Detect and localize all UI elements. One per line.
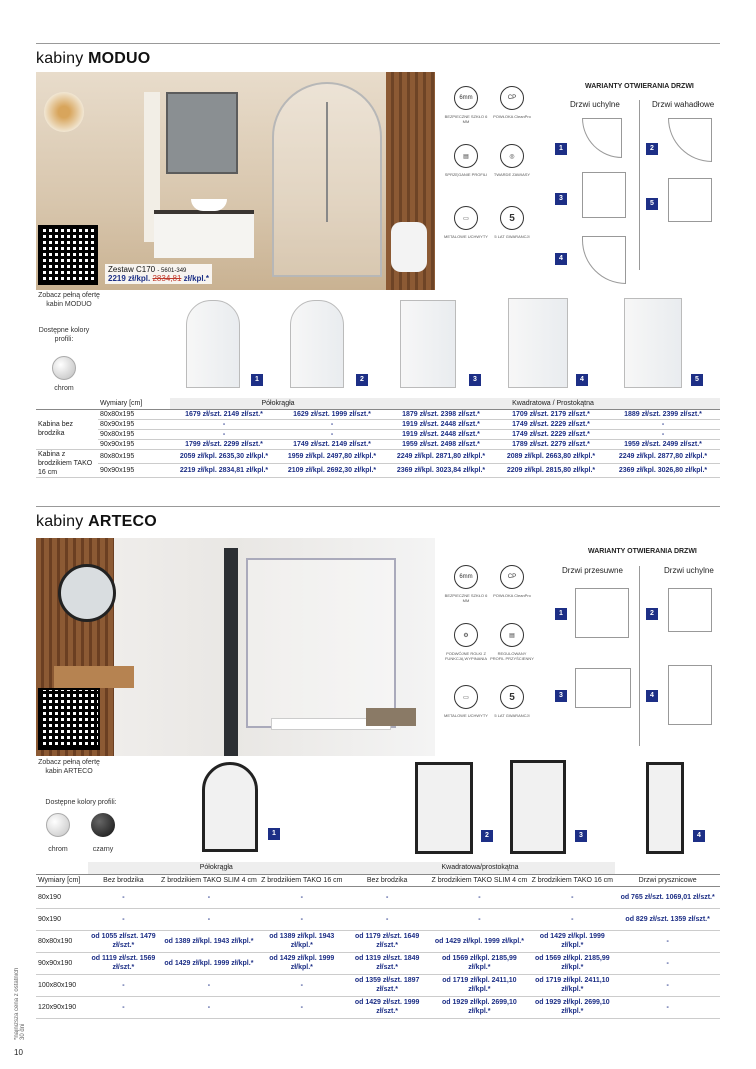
variant-diagram [668,665,712,725]
price-cell: - [606,419,720,429]
price-cell: - [259,886,345,908]
variant-diagram [575,668,631,708]
price-cell: od 1429 zł/szt. 1999 zł/szt.* [345,996,430,1018]
price-cell: - [88,974,159,996]
price-cell: - [170,429,278,439]
glass-icon: 6mm [454,565,478,589]
vanity-cabinet [154,210,254,258]
variant-divider [639,100,640,270]
row-group: Kabina z brodzikiem TAKO 16 cm [36,449,98,477]
th-col: Bez brodzika [345,874,430,886]
dim-cell: 100x80x190 [36,974,88,996]
arteco-colors-title: Dostępne kolory profili: [45,799,117,806]
moduo-offer-text: Zobacz pełną ofertę kabin MODUO [38,292,100,308]
dim-cell: 80x90x195 [98,419,170,429]
side-note: *najniższa cena z ostatnich 30 dni [14,967,26,1040]
price-cell: - [615,930,720,952]
price-cell: od 1929 zł/kpl. 2699,10 zł/kpl.* [529,996,615,1018]
feature-label: 5 LAT GWARANCJI [494,713,530,718]
price-cell: od 1389 zł/kpl. 1943 zł/kpl.* [259,930,345,952]
price-cell: 2209 zł/kpl. 2815,80 zł/kpl.* [496,463,606,477]
price-cell: od 1569 zł/kpl. 2185,99 zł/kpl.* [529,952,615,974]
price-cell: - [159,974,259,996]
price-cell: - [88,908,159,930]
chrom-label: chrom [54,385,74,392]
price-cell: - [429,886,529,908]
price-cell: od 1429 zł/kpl. 1999 zł/kpl.* [159,952,259,974]
handle-icon: ▭ [454,206,478,230]
cabin-num: 2 [356,374,368,386]
vanity [54,666,134,688]
moduo-door-b: Drzwi wahadłowe [652,100,715,109]
warranty-icon: 5 [500,685,524,709]
arteco-offer-text: Zobacz pełną ofertę kabin ARTECO [38,759,100,775]
table-row [36,419,720,429]
profile-icon: ▤ [500,623,524,647]
variant-num: 4 [646,690,658,702]
row-group: Kabina bez brodzika [36,409,98,449]
table-row [36,930,720,952]
cabin-num: 2 [481,830,493,842]
price-cell: 1889 zł/szt. 2399 zł/szt.* [606,409,720,419]
th-semi: Półokrągła [88,862,345,874]
price-cell: - [159,996,259,1018]
feature-label: BEZPIECZNE SZKŁO 6 MM [444,114,488,124]
price-cell: - [606,429,720,439]
table-row [36,908,720,930]
moduo-price-table [36,398,720,478]
price-cell: od 1429 zł/kpl. 1999 zł/kpl.* [429,930,529,952]
price-cell: od 1055 zł/szt. 1479 zł/szt.* [88,930,159,952]
toilet [391,222,427,272]
price-cell: 1799 zł/szt. 2299 zł/szt.* [170,439,278,449]
dim-cell: 80x80x195 [98,409,170,419]
cabin-image [624,298,682,388]
price-cell: 2369 zł/kpl. 3026,80 zł/kpl.* [606,463,720,477]
dim-cell: 90x90x190 [36,952,88,974]
price-cell: od 765 zł/szt. 1069,01 zł/szt.* [615,886,720,908]
cabin-num: 4 [576,374,588,386]
variant-diagram [575,588,629,638]
feature-label: PODWÓJNE ROLKI Z FUNKCJĄ WYPINANIA [444,651,487,661]
wall-decor [44,92,84,132]
table-row [36,974,720,996]
price-cell: - [159,886,259,908]
moduo-title: kabiny MODUO [36,50,151,67]
cabin-image [290,300,344,388]
th-dim: Wymiary [cm] [98,398,170,409]
th-dim: Wymiary [cm] [36,874,88,886]
price-cell: 1709 zł/szt. 2179 zł/szt.* [496,409,606,419]
cabin-num: 4 [693,830,705,842]
dim-cell: 120x90x190 [36,996,88,1018]
cleanpro-icon: CP [500,86,524,110]
variant-num: 2 [646,608,658,620]
moduo-qr-code[interactable] [38,225,98,285]
arteco-qr-code[interactable] [38,688,100,750]
price-cell: 1959 zł/szt. 2498 zł/szt.* [386,439,496,449]
cabin-num: 1 [268,828,280,840]
price-cell: - [429,908,529,930]
price-cell: - [259,908,345,930]
top-rule [36,43,720,44]
cabin-image [510,760,566,854]
price-cell: - [88,996,159,1018]
price-cell: od 1569 zł/kpl. 2185,99 zł/kpl.* [429,952,529,974]
price-cell: - [259,996,345,1018]
th-col: Drzwi prysznicowe [615,874,720,886]
th-col: Z brodzikiem TAKO 16 cm [529,874,615,886]
price-cell: od 1179 zł/szt. 1649 zł/szt.* [345,930,430,952]
price-cell: od 1719 zł/kpl. 2411,10 zł/kpl.* [429,974,529,996]
round-mirror [58,564,116,622]
cabin-image [508,298,568,388]
price-cell: - [615,996,720,1018]
table-row [36,996,720,1018]
price-cell: - [278,429,386,439]
feature-label: TWARDE ZAWIASY [493,172,531,177]
page-number: 10 [14,1048,23,1057]
variant-divider [639,566,640,746]
set-info: Zestaw C170 - 5601-349 2219 zł/kpl. 2834,81 zł/kpl.* [105,264,212,284]
variant-diagram [582,172,626,218]
arteco-variants-title: WARIANTY OTWIERANIA DRZWI [588,548,697,555]
black-swatch [91,813,115,837]
feature-label: 5 LAT GWARANCJI [494,234,530,239]
price-cell: 1679 zł/szt. 2149 zł/szt.* [170,409,278,419]
arteco-price-table [36,862,720,1019]
dim-cell: 90x90x195 [98,463,170,477]
variant-num: 1 [555,608,567,620]
glass-icon: 6mm [454,86,478,110]
moduo-door-a: Drzwi uchylne [570,100,620,109]
price-cell: od 829 zł/szt. 1359 zł/szt.* [615,908,720,930]
shower-rail [326,102,328,222]
price-cell: 1879 zł/szt. 2398 zł/szt.* [386,409,496,419]
chrom-label: chrom [48,846,68,853]
feature-label: POWŁOKA CleanPro [493,593,531,598]
price-cell: od 1119 zł/szt. 1569 zł/szt.* [88,952,159,974]
variant-num: 3 [555,690,567,702]
variant-diagram [668,118,712,162]
price-cell: 1789 zł/szt. 2279 zł/szt.* [496,439,606,449]
table-row [36,429,720,439]
cabin-num: 3 [575,830,587,842]
variant-num: 2 [646,143,658,155]
price-cell: 1919 zł/szt. 2448 zł/szt.* [386,429,496,439]
arteco-door-b: Drzwi uchylne [664,566,714,575]
price-cell: - [159,908,259,930]
cabin-image [400,300,456,388]
price-cell: 2249 zł/kpl. 2877,80 zł/kpl.* [606,449,720,463]
roller-icon: ⚙ [454,623,478,647]
shower-enclosure [246,558,396,728]
price-cell: - [615,952,720,974]
price-cell: 1629 zł/szt. 1999 zł/szt.* [278,409,386,419]
price-cell: od 1319 zł/szt. 1849 zł/szt.* [345,952,430,974]
price-cell: od 1359 zł/szt. 1897 zł/szt.* [345,974,430,996]
cabin-num: 1 [251,374,263,386]
th-col: Z brodzikiem TAKO SLIM 4 cm [159,874,259,886]
price-cell: - [615,974,720,996]
cabin-image [186,300,240,388]
table-row [36,449,720,463]
price-cell: - [529,908,615,930]
price-cell: 1959 zł/szt. 2499 zł/szt.* [606,439,720,449]
th-col: Bez brodzika [88,874,159,886]
profile-icon: ▤ [454,144,478,168]
feature-label: METALOWE UCHWYTY [444,234,488,239]
price-cell: - [88,886,159,908]
price-cell: - [529,886,615,908]
table-row [36,463,720,477]
variant-diagram [582,118,622,158]
feature-label: REGULOWANY PROFIL PRZYŚCIENNY [490,651,534,661]
hinge-icon: ◎ [500,144,524,168]
price-cell: 2219 zł/kpl. 2834,81 zł/kpl.* [170,463,278,477]
cabin-image [646,762,684,854]
price-cell: 2059 zł/kpl. 2635,30 zł/kpl.* [170,449,278,463]
arteco-title: kabiny ARTECO [36,513,157,530]
arteco-door-a: Drzwi przesuwne [562,566,623,575]
price-cell: - [345,908,430,930]
price-cell: - [345,886,430,908]
price-cell: 2369 zł/kpl. 3023,84 zł/kpl.* [386,463,496,477]
chrom-swatch [46,813,70,837]
feature-label: BEZPIECZNE SZKŁO 6 MM [444,593,488,603]
feature-label: POWŁOKA CleanPro [493,114,531,119]
dim-cell: 90x190 [36,908,88,930]
price-cell: - [278,419,386,429]
dim-cell: 90x80x195 [98,429,170,439]
variant-num: 5 [646,198,658,210]
mirror-cabinet [166,92,238,174]
price-cell: 1959 zł/kpl. 2497,80 zł/kpl.* [278,449,386,463]
cleanpro-icon: CP [500,565,524,589]
dim-cell: 80x80x195 [98,449,170,463]
price-cell: 2249 zł/kpl. 2871,80 zł/kpl.* [386,449,496,463]
cabin-image [415,762,473,854]
variant-diagram [582,236,626,284]
dark-pillar [224,548,238,756]
table-row [36,409,720,419]
moduo-colors-title: Dostępne kolory profili: [38,327,90,343]
feature-label: METALOWE UCHWYTY [444,713,488,718]
variant-num: 3 [555,193,567,205]
price-cell: od 1719 zł/kpl. 2411,10 zł/kpl.* [529,974,615,996]
price-cell: od 1429 zł/kpl. 1999 zł/kpl.* [259,952,345,974]
feature-label: SPRZĘGANIE PROFILI [444,172,488,177]
warranty-icon: 5 [500,206,524,230]
th-col: Z brodzikiem TAKO 16 cm [259,874,345,886]
moduo-variants-title: WARIANTY OTWIERANIA DRZWI [585,83,694,90]
th-col: Z brodzikiem TAKO SLIM 4 cm [429,874,529,886]
stool [366,708,416,726]
moduo-table-body [36,409,720,477]
th-square: Kwadratowa/prostokątna [345,862,616,874]
price-cell: 2089 zł/kpl. 2663,80 zł/kpl.* [496,449,606,463]
price-cell: 1749 zł/szt. 2149 zł/szt.* [278,439,386,449]
variant-num: 4 [555,253,567,265]
price-cell: 1919 zł/szt. 2448 zł/szt.* [386,419,496,429]
cabin-num: 5 [691,374,703,386]
th-semi: Półokrągła [170,398,386,409]
th-square: Kwadratowa / Prostokątna [386,398,720,409]
price-cell: 1749 zł/szt. 2229 zł/szt.* [496,419,606,429]
cabin-num: 3 [469,374,481,386]
black-label: czarny [92,846,114,853]
table-row [36,439,720,449]
variant-diagram [668,178,712,222]
price-cell: od 1389 zł/kpl. 1943 zł/kpl.* [159,930,259,952]
cabin-image [202,762,258,852]
table-row [36,952,720,974]
variant-diagram [668,588,712,632]
price-cell: - [259,974,345,996]
price-cell: od 1929 zł/kpl. 2699,10 zł/kpl.* [429,996,529,1018]
dim-cell: 90x90x195 [98,439,170,449]
section-rule [36,506,720,507]
chrom-swatch [52,356,76,380]
dim-cell: 80x190 [36,886,88,908]
table-row [36,886,720,908]
price-cell: 2109 zł/kpl. 2692,30 zł/kpl.* [278,463,386,477]
arteco-table-body [36,886,720,1018]
price-cell: 1749 zł/szt. 2229 zł/szt.* [496,429,606,439]
price-cell: od 1429 zł/kpl. 1999 zł/kpl.* [529,930,615,952]
handle-icon: ▭ [454,685,478,709]
variant-num: 1 [555,143,567,155]
dim-cell: 80x80x190 [36,930,88,952]
price-cell: - [170,419,278,429]
